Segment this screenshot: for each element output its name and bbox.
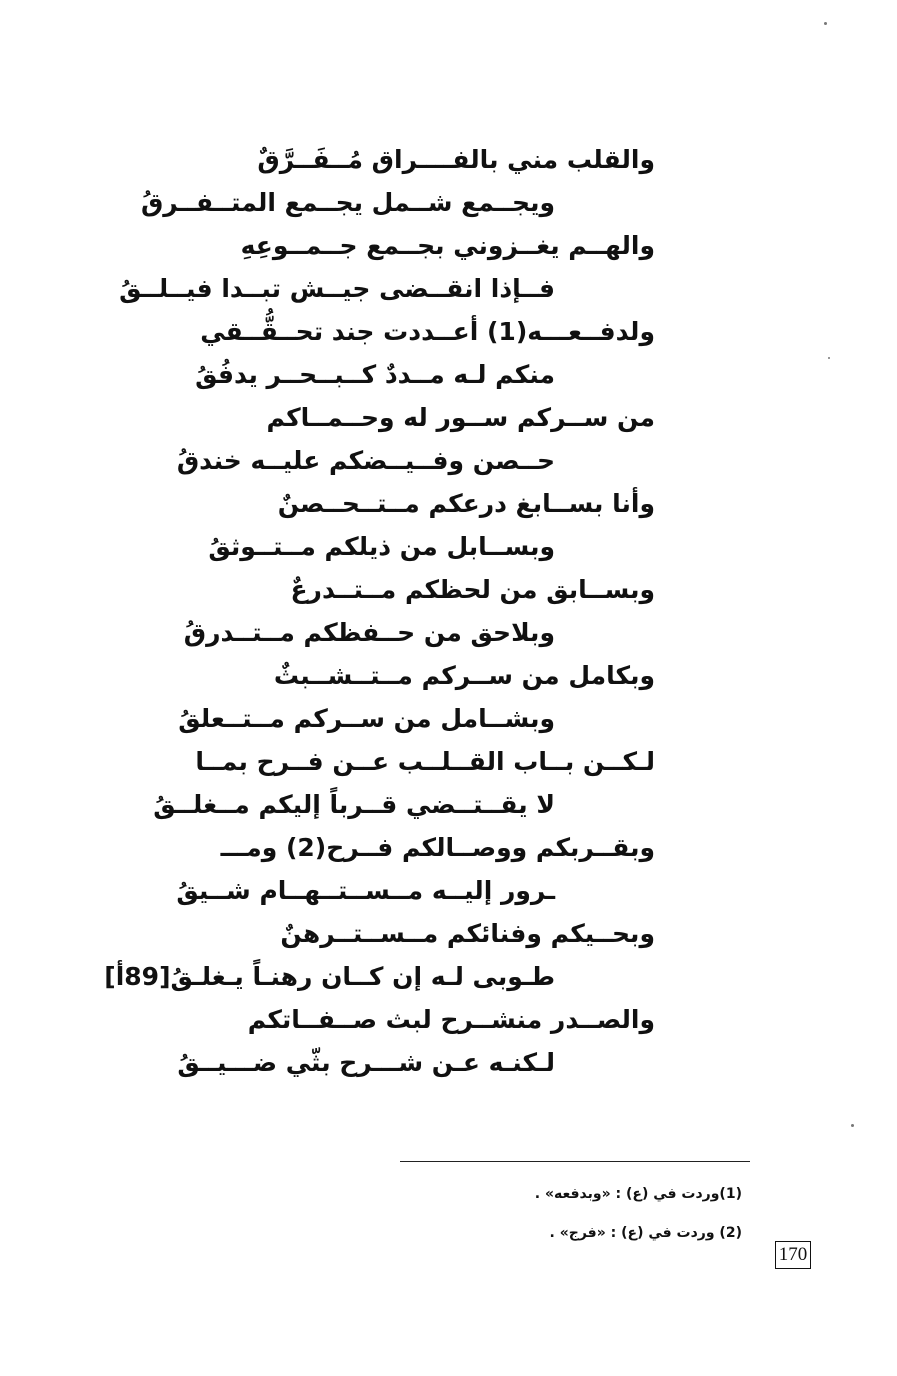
scan-speck [828,357,830,359]
scan-speck [824,22,827,25]
verse-line: فــإذا انقــضى جيــش تبــدا فيــلــقُ [119,274,555,303]
verse-line: وبشــامل من ســركم مــتــعلقُ [178,704,555,733]
verse-line: وبحــيكم وفنائكم مــســتــرهنٌ [280,919,655,948]
verse-line: والقلب مني بالفــــراق مُــفَــرَّقٌ [257,145,655,174]
scan-speck [851,1124,854,1127]
footnote-separator [400,1161,750,1162]
verse-line: لـكنـه عـن شـــرح بثّي ضـــيــقُ [177,1048,555,1077]
footnote: (2) وردت في (ع) : «فرج» . [549,1225,742,1241]
verse-line: من ســركم ســور له وحــمــاكم [266,403,655,432]
verse-line: طـوبى لـه إن كــان رهنـاً يـغلـقُ[89أ] [104,962,555,991]
verse-line: وبلاحق من حــفظكم مــتــدرقُ [183,618,555,647]
page-number: 170 [775,1241,811,1269]
verse-line: وبقــربكم ووصــالكم فــرح(2) ومـــ [220,833,655,862]
verse-line: منكم لـه مــددٌ كــبــحــر يدفُقُ [195,360,555,389]
verse-line: لا يقــتــضي قــرباً إليكم مــغلــقُ [153,790,555,819]
footnote: (1)وردت في (ع) : «وبدفعه» . [534,1186,742,1202]
verse-line: وبســابل من ذيلكم مــتــوثقُ [208,532,555,561]
verse-line: ويجــمع شــمل يجــمع المتــفــرقُ [140,188,555,217]
verse-line: لـكــن بــاب القــلــب عــن فــرح بمــا [195,747,655,776]
verse-line: وبســابق من لحظكم مــتــدرعٌ [290,575,655,604]
verse-line: وأنا بســابغ درعكم مــتــحــصنٌ [277,489,655,518]
verse-line: ـرور إليــه مــســتــهــام شــيقُ [176,876,555,905]
verse-line: ولدفــعـــه(1) أعــددت جند تحــقُّــقي [200,317,655,346]
verse-line: حــصن وفــيــضكم عليــه خندقُ [176,446,555,475]
verse-line: والهــم يغــزوني بجــمع جــمــوعِهِ [240,231,655,260]
verse-line: والصــدر منشــرح لبث صــفــاتكم [247,1005,655,1034]
verse-line: وبكامل من ســركم مــتــشــبثٌ [273,661,655,690]
